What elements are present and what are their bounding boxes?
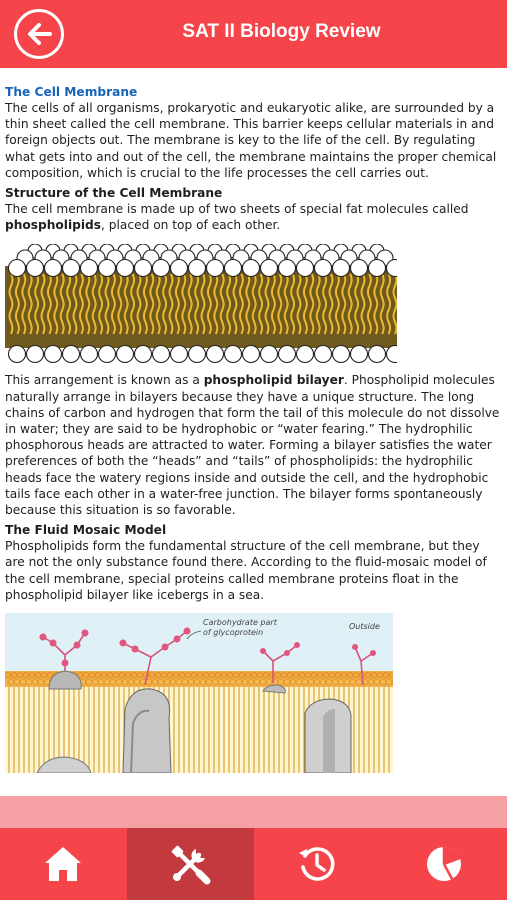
pie-chart-icon [424,844,464,884]
fluid-mosaic-diagram [5,613,393,773]
home-icon [42,844,84,884]
phospholipid-bilayer-diagram [5,244,397,366]
article-content[interactable] [0,68,507,796]
bilayer-paragraph: This arrangement is known as a phospholipid bilayer. Phospholipid molecules naturally arrange in bilayers because they have a unique structure. The long chains of carbon and hydrogen that form the tail of this molecule do not dissolve in water; they are said to be hydrophobic or “water fearing.” The hydrophilic phosphorous heads are attracted to water. Forming a bilayer satisfies the water preferences of both the “heads” and “tails” of phospholipids: the hydrophilic heads face the watery regions inside and outside the cell, and the hydrophobic tails face each other in a water-free junction. The bilayer forms spontaneously because this situation is so favorable. [5,373,500,518]
page-title: SAT II Biology Review [182,21,381,42]
tab-statistics[interactable] [380,828,507,900]
arrow-left-icon [24,19,54,49]
bottom-tab-bar [0,828,507,900]
glycoprotein-label-line2: of glycoprotein [203,628,264,638]
article-heading: The Cell Membrane [5,85,138,99]
tab-tools[interactable] [127,828,254,900]
outside-label: Outside [349,622,380,632]
structure-paragraph: The cell membrane is made up of two sheets of special fat molecules called phospholipids, placed on top of each other. [5,202,469,233]
fluid-mosaic-paragraph: Phospholipids form the fundamental structure of the cell membrane, but they are not the only substance found there. According to the fluid-mosaic model of the cell membrane, special proteins called membrane proteins float in the phospholipid bilayer like icebergs in a sea. [5,539,487,602]
fluid-mosaic-heading: The Fluid Mosaic Model [5,523,167,538]
app-header [0,0,507,68]
tools-icon [169,843,211,885]
tab-home[interactable] [0,828,127,900]
content-footer-band [0,796,507,828]
glycoprotein-label-line1: Carbohydrate part [203,618,277,628]
intro-paragraph: The cells of all organisms, prokaryotic and eukaryotic alike, are surrounded by a thin sheet called the cell membrane. This barrier keeps cellular materials in and foreign objects out. The membrane is key to the life of the cell. By regulating what gets into and out of the cell, the membrane maintains the proper chemical composition, which is crucial to the life processes the cell carries out. [5,101,497,180]
structure-heading: Structure of the Cell Membrane [5,186,223,201]
history-icon [296,843,338,885]
back-button[interactable] [14,9,64,59]
tab-history[interactable] [254,828,381,900]
